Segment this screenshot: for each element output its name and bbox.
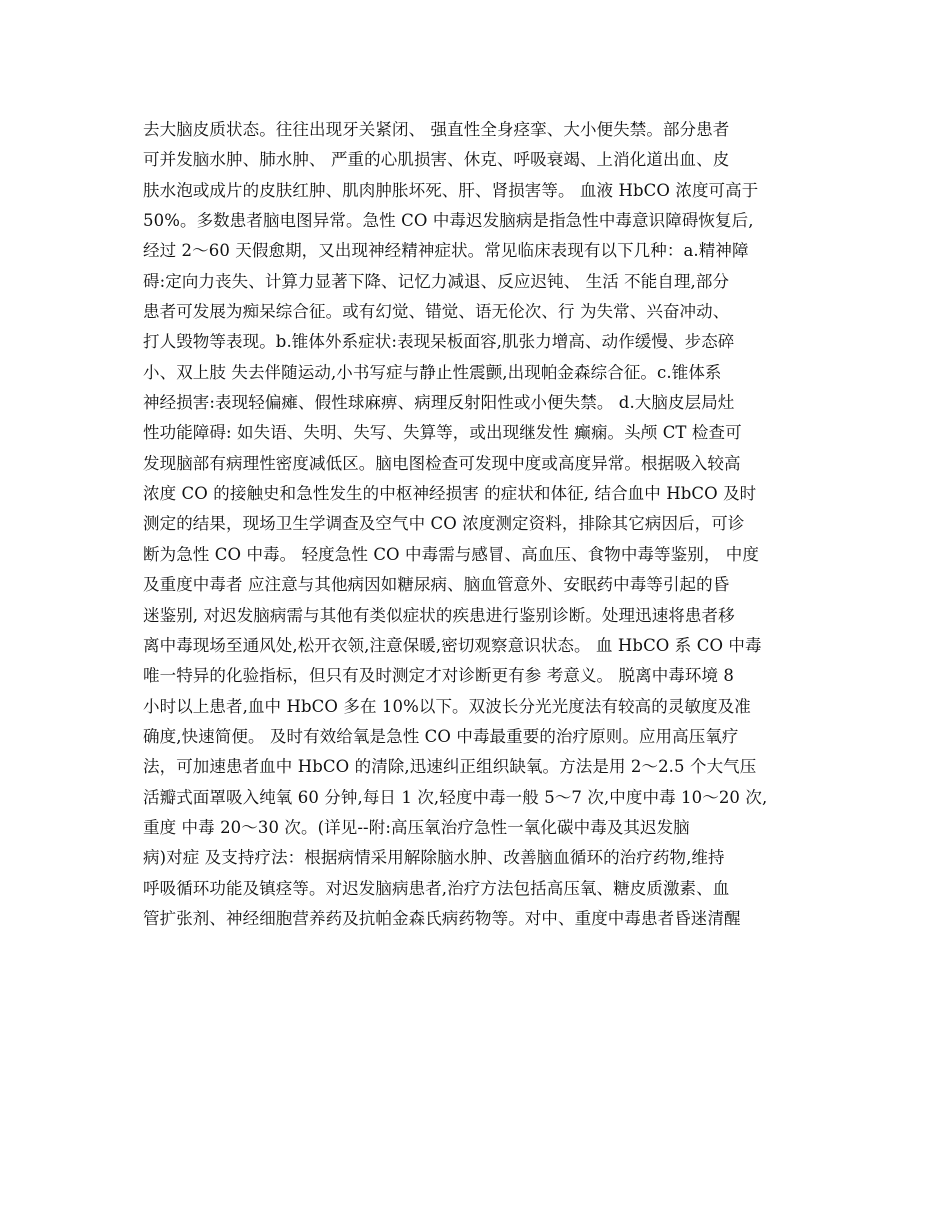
text-line: 小、双上肢 失去伴随运动,小书写症与静止性震颤,出现帕金森综合征。c.锥体系 [143,362,722,382]
text-line: 法，可加速患者血中 HbCO 的清除,迅速纠正组织缺氧。方法是用 2～2.5 个大气压 [143,757,757,777]
text-line: 迷鉴别, 对迟发脑病需与其他有类似症状的疾患进行鉴别诊断。处理迅速将患者移 [143,605,735,625]
text-line: 发现脑部有病理性密度减低区。脑电图检查可发现中度或高度异常。根据吸入较高 [143,453,741,473]
text-line: 打人毁物等表现。b.锥体外系症状:表现呆板面容,肌张力增高、动作缓慢、步态碎 [143,332,735,352]
text-line: 病)对症 及支持疗法：根据病情采用解除脑水肿、改善脑血循环的治疗药物,维持 [143,848,725,868]
text-line: 离中毒现场至通风处,松开衣领,注意保暖,密切观察意识状态。 血 HbCO 系 CO 中毒 [143,635,762,655]
text-line: 50%。多数患者脑电图异常。急性 CO 中毒迟发脑病是指急性中毒意识障碍恢复后, [143,211,754,231]
text-line: 可并发脑水肿、肺水肿、 严重的心肌损害、休克、呼吸衰竭、上消化道出血、皮 [143,150,730,170]
text-line: 神经损害:表现轻偏瘫、假性球麻痹、病理反射阳性或小便失禁。 d.大脑皮层局灶 [143,393,735,413]
text-line: 去大脑皮质状态。往往出现牙关紧闭、 强直性全身痉挛、大小便失禁。部分患者 [143,120,730,139]
text-line: 浓度 CO 的接触史和急性发生的中枢神经损害 的症状和体征, 结合血中 HbCO 及时 [143,484,757,504]
text-line: 管扩张剂、神经细胞营养药及抗帕金森氏病药物等。对中、重度中毒患者昏迷清醒 [143,908,741,928]
text-line: 断为急性 CO 中毒。 轻度急性 CO 中毒需与感冒、高血压、食物中毒等鉴别， 中度 [143,544,759,564]
text-line: 患者可发展为痴呆综合征。或有幻觉、错觉、语无伦次、行 为失常、兴奋冲动、 [143,302,730,322]
text-line: 经过 2～60 天假愈期，又出现神经精神症状。常见临床表现有以下几种：a.精神障 [143,241,749,261]
text-line: 测定的结果，现场卫生学调查及空气中 CO 浓度测定资料，排除其它病因后，可诊 [143,514,745,534]
text-line: 确度,快速简便。 及时有效给氧是急性 CO 中毒最重要的治疗原则。应用高压氧疗 [143,726,739,746]
text-line: 碍:定向力丧失、计算力显著下降、记忆力减退、反应迟钝、 生活 不能自理,部分 [143,271,730,291]
text-line: 及重度中毒者 应注意与其他病因如糖尿病、脑血管意外、安眠药中毒等引起的昏 [143,575,730,595]
text-line: 肤水泡或成片的皮肤红肿、肌肉肿胀坏死、肝、肾损害等。 血液 HbCO 浓度可高于 [143,180,759,200]
text-line: 唯一特异的化验指标，但只有及时测定才对诊断更有参 考意义。 脱离中毒环境 8 [143,666,735,686]
text-line: 重度 中毒 20～30 次。(详见--附:高压氧治疗急性一氧化碳中毒及其迟发脑 [143,817,690,837]
text-line: 活瓣式面罩吸入纯氧 60 分钟,每日 1 次,轻度中毒一般 5～7 次,中度中毒 10～20 次, [143,787,768,807]
body-text [143,115,823,934]
text-line: 小时以上患者,血中 HbCO 多在 10%以下。双波长分光光度法有较高的灵敏度及准 [143,696,751,716]
text-line: 呼吸循环功能及镇痉等。对迟发脑病患者,治疗方法包括高压氧、糖皮质激素、血 [143,878,730,898]
text-line: 性功能障碍: 如失语、失明、失写、失算等，或出现继发性 癫痫。头颅 CT 检查可 [143,423,742,443]
